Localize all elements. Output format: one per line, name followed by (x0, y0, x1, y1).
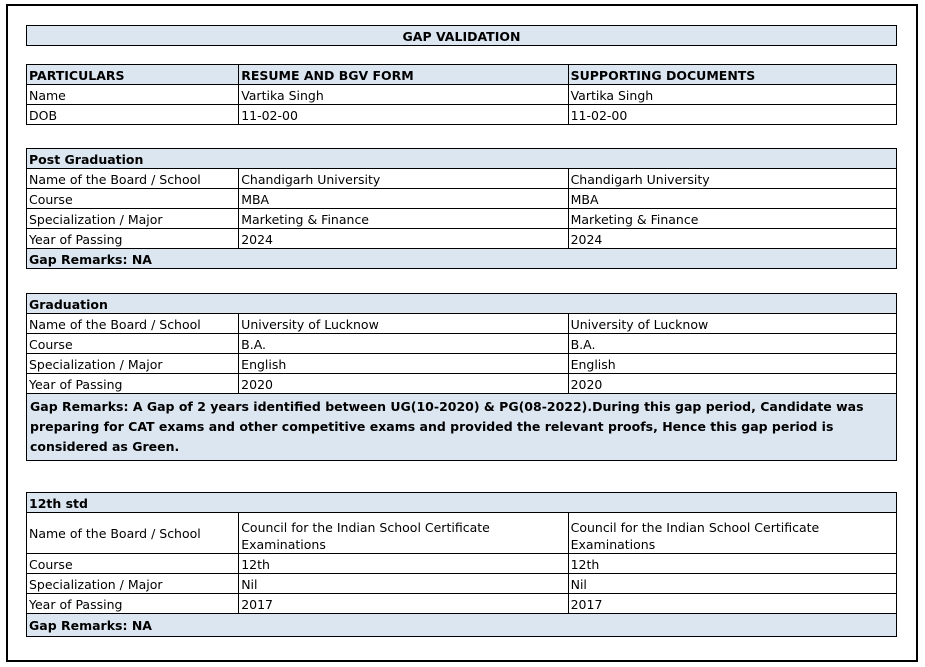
row-label: Name of the Board / School (27, 314, 239, 334)
resume-value: 12th (239, 554, 568, 574)
resume-value: 2024 (239, 229, 568, 249)
resume-value: Council for the Indian School Certificate Examinations (239, 513, 568, 554)
row-label: Course (27, 334, 239, 354)
resume-value: English (239, 354, 568, 374)
docs-value: English (568, 354, 896, 374)
table-row (27, 189, 897, 209)
table-row (27, 229, 897, 249)
docs-value: MBA (568, 189, 896, 209)
section-heading: Graduation (27, 294, 897, 314)
particulars-table (26, 64, 897, 125)
post-graduation-table (26, 148, 897, 269)
row-label: Course (27, 554, 239, 574)
resume-value: Nil (239, 574, 568, 594)
docs-value: University of Lucknow (568, 314, 896, 334)
resume-value: Vartika Singh (239, 85, 568, 105)
table-row (27, 594, 897, 614)
graduation-table (26, 293, 897, 461)
table-row (27, 374, 897, 394)
table-row (27, 354, 897, 374)
table-row (27, 209, 897, 229)
table-row (27, 574, 897, 594)
docs-value: Marketing & Finance (568, 209, 896, 229)
resume-value: Chandigarh University (239, 169, 568, 189)
docs-value: Council for the Indian School Certificate Examinations (568, 513, 896, 554)
docs-value: 11-02-00 (568, 105, 896, 125)
row-label: Year of Passing (27, 594, 239, 614)
table-row (27, 105, 897, 125)
resume-value: Marketing & Finance (239, 209, 568, 229)
table-row (27, 513, 897, 554)
header-particulars: PARTICULARS (27, 65, 239, 85)
docs-value: 2017 (568, 594, 896, 614)
row-label: Specialization / Major (27, 354, 239, 374)
resume-value: MBA (239, 189, 568, 209)
row-label: Course (27, 189, 239, 209)
resume-value: B.A. (239, 334, 568, 354)
header-row (27, 65, 897, 85)
header-docs: SUPPORTING DOCUMENTS (568, 65, 896, 85)
section-heading: 12th std (27, 493, 897, 513)
title-table (26, 25, 897, 46)
row-label: Name of the Board / School (27, 513, 239, 554)
table-row (27, 314, 897, 334)
resume-value: 2017 (239, 594, 568, 614)
resume-value: University of Lucknow (239, 314, 568, 334)
table-row (27, 169, 897, 189)
twelfth-table (26, 492, 897, 637)
gap-remark: Gap Remarks: A Gap of 2 years identified between UG(10-2020) & PG(08-2022).During this gap period, Candidate was preparing for CAT exams and other competitive exams and provided the relevant proofs, Hence this gap period is considered as Green. (27, 394, 897, 461)
docs-value: 2024 (568, 229, 896, 249)
section-heading: Post Graduation (27, 149, 897, 169)
row-label: Name (27, 85, 239, 105)
row-label: Year of Passing (27, 374, 239, 394)
gap-remark: Gap Remarks: NA (27, 249, 897, 269)
table-row (27, 334, 897, 354)
row-label: Year of Passing (27, 229, 239, 249)
docs-value: 12th (568, 554, 896, 574)
docs-value: 2020 (568, 374, 896, 394)
header-resume: RESUME AND BGV FORM (239, 65, 568, 85)
row-label: Specialization / Major (27, 209, 239, 229)
table-row (27, 85, 897, 105)
docs-value: Nil (568, 574, 896, 594)
docs-value: Vartika Singh (568, 85, 896, 105)
row-label: Name of the Board / School (27, 169, 239, 189)
row-label: Specialization / Major (27, 574, 239, 594)
resume-value: 2020 (239, 374, 568, 394)
docs-value: B.A. (568, 334, 896, 354)
gap-remark: Gap Remarks: NA (27, 614, 897, 637)
table-row (27, 554, 897, 574)
docs-value: Chandigarh University (568, 169, 896, 189)
page-title: GAP VALIDATION (27, 26, 897, 46)
resume-value: 11-02-00 (239, 105, 568, 125)
row-label: DOB (27, 105, 239, 125)
